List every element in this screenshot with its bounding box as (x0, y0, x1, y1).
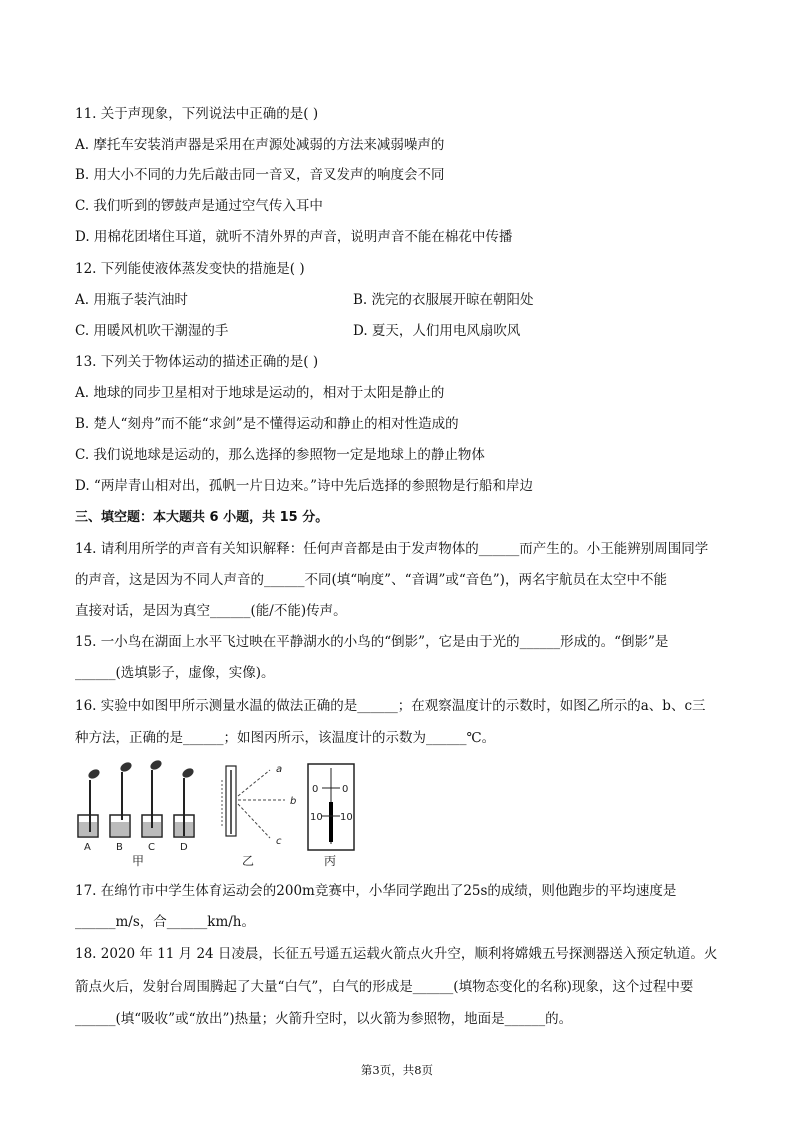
q11-option-b: B. 用大小不同的力先后敲击同一音叉，音叉发声的响度会不同 (75, 167, 445, 183)
q16-line-1: 16. 实验中如图甲所示测量水温的做法正确的是______；在观察温度计的示数时，如图乙所示的a、b、c三 (75, 698, 706, 714)
thermometer-bing (308, 764, 354, 850)
q17-line-2: ______m/s，合______km/h。 (75, 914, 256, 930)
caption-yi: 乙 (242, 854, 255, 868)
q12-stem: 12. 下列能使液体蒸发变快的措施是( ) (75, 261, 305, 277)
caption-jia: 甲 (132, 854, 145, 868)
caption-bing: 丙 (324, 854, 337, 868)
beaker-b (110, 761, 133, 837)
q15-line-1: 15. 一小鸟在湖面上水平飞过映在平静湖水的小鸟的“倒影”，它是由于光的______形成的。“倒影”是 (75, 634, 669, 650)
q16-figure (70, 760, 370, 874)
q13-option-d: D. “两岸青山相对出，孤帆一片日边来。”诗中先后选择的参照物是行船和岸边 (75, 478, 533, 494)
beaker-a (78, 768, 101, 837)
q17-line-1: 17. 在绵竹市中学生体育运动会的200m竞赛中，小华同学跑出了25s的成绩，则他跑步的平均速度是 (75, 883, 677, 899)
q14-line-2: 的声音，这是因为不同人声音的______不同(填“响度”、“音调”或“音色”)，两名宇航员在太空中不能 (75, 572, 667, 588)
q13-option-b: B. 楚人“刻舟”而不能“求剑”是不懂得运动和静止的相对性造成的 (75, 416, 459, 432)
scale-label-left-10: 10 (310, 812, 323, 823)
q11-stem: 11. 关于声现象，下列说法中正确的是( ) (75, 106, 319, 122)
q12-option-b: B. 洗完的衣服展开晾在朝阳处 (353, 292, 534, 308)
q15-line-2: ______(选填影子，虚像，实像)。 (75, 665, 275, 681)
scale-label-left-0: 0 (312, 784, 319, 795)
q12-option-d: D. 夏天，人们用电风扇吹风 (353, 323, 521, 339)
beaker-label-d: D (180, 842, 188, 853)
q11-option-c: C. 我们听到的锣鼓声是通过空气传入耳中 (75, 198, 323, 214)
q13-option-a: A. 地球的同步卫星相对于地球是运动的，相对于太阳是静止的 (75, 385, 445, 401)
q18-line-2: 箭点火后，发射台周围腾起了大量“白气”，白气的形成是______(填物态变化的名称)现象，这个过程中要 (75, 979, 694, 995)
q12-option-c: C. 用暖风机吹干潮湿的手 (75, 323, 229, 339)
beaker-label-a: A (84, 842, 91, 853)
q13-option-c: C. 我们说地球是运动的，那么选择的参照物一定是地球上的静止物体 (75, 447, 485, 463)
beaker-c (142, 760, 163, 837)
beaker-d (174, 767, 195, 837)
thermometer-yi (222, 766, 285, 838)
q18-line-1: 18. 2020 年 11 月 24 日凌晨，长征五号遥五运载火箭点火升空，顺利将嫦娥五号探测器送入预定轨道。火 (75, 946, 718, 962)
q11-option-a: A. 摩托车安装消声器是采用在声源处减弱的方法来减弱噪声的 (75, 137, 445, 153)
q14-line-3: 直接对话，是因为真空______(能/不能)传声。 (75, 603, 347, 619)
page-footer: 第3页，共8页 (360, 1063, 434, 1077)
scale-label-right-0: 0 (342, 784, 349, 795)
q12-option-a: A. 用瓶子装汽油时 (75, 292, 188, 308)
q11-option-d: D. 用棉花团堵住耳道，就听不清外界的声音，说明声音不能在棉花中传播 (75, 229, 513, 245)
q16-figure-svg (70, 760, 370, 870)
eye-label-a: a (276, 764, 283, 775)
q16-line-2: 种方法，正确的是______；如图丙所示，该温度计的示数为______℃。 (75, 730, 496, 746)
q13-stem: 13. 下列关于物体运动的描述正确的是( ) (75, 354, 319, 370)
q18-line-3: ______(填“吸收”或“放出”)热量；火箭升空时，以火箭为参照物，地面是______的。 (75, 1011, 573, 1027)
section-heading: 三、填空题：本大题共 6 小题，共 15 分。 (75, 510, 329, 525)
eye-label-b: b (290, 796, 297, 807)
beaker-label-b: B (116, 842, 123, 853)
scale-label-right-10: 10 (340, 812, 353, 823)
q14-line-1: 14. 请利用所学的声音有关知识解释：任何声音都是由于发声物体的______而产生的。小王能辨别周围同学 (75, 541, 709, 557)
eye-label-c: c (276, 836, 282, 847)
beaker-label-c: C (148, 842, 155, 853)
